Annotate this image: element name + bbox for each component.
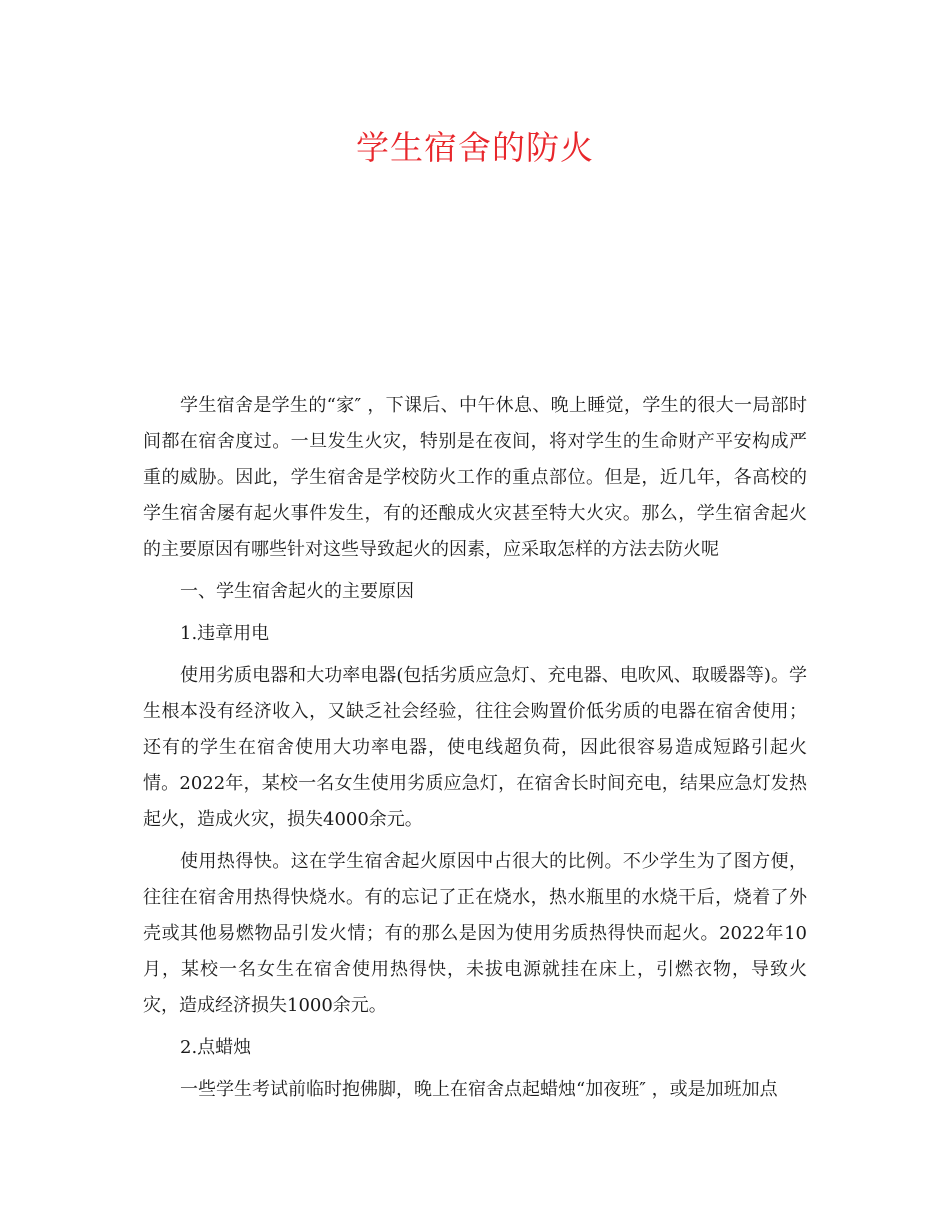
section-heading-causes: 一、学生宿舍起火的主要原因 bbox=[180, 581, 414, 602]
subheading-candles: 2.点蜡烛 bbox=[180, 1037, 252, 1058]
document-title: 学生宿舍的防火 bbox=[356, 128, 594, 167]
paragraph-immersion-heater: 使用热得快。这在学生宿舍起火原因中占很大的比例。不少学生为了图方便，往往在宿舍用热得快烧水。有的忘记了正在烧水，热水瓶里的水烧干后，烧着了外壳或其他易燃物品引发火情；有的那么是因为使用劣质热得快而起火。2022年10月，某校一名女生在宿舍使用热得快，未拔电源就挂在床上，引燃衣物，导致火 灾，造成经济损失1000余元。 bbox=[143, 851, 807, 1016]
paragraph-intro: 学生宿舍是学生的“家″ ，下课后、中午休息、晚上睡觉，学生的很大一局部时间都在宿舍度过。一旦发生火灾，特别是在夜间，将对学生的生命财产平安构成严重的威胁。因此，学生宿舍是学校防火工作的重点部位。但是，近几年，各高校的学生宿舍屡有起火事件发生，有的还酿成火灾甚至特大火灾。那么，学生宿舍起火的主要原因有哪些针对这些导致起火的因素，应采取怎样的方法去防火呢 bbox=[143, 395, 807, 560]
paragraph-inferior-appliances: 使用劣质电器和大功率电器(包括劣质应急灯、充电器、电吹风、取暖器等)。学生根本没有经济收入，又缺乏社会经验，往往会购置价低劣质的电器在宿舍使用；还有的学生在宿舍使用大功率电器，使电线超负荷，因此很容易造成短路引起火情。2022年，某校一名女生使用劣质应急灯，在宿舍长时间充电，结果应急灯发热起火，造成火灾，损失4000余元。 bbox=[143, 665, 807, 830]
document-body bbox=[143, 388, 807, 1114]
paragraph-candles: 一些学生考试前临时抱佛脚，晚上在宿舍点起蜡烛“加夜班″ ，或是加班加点 bbox=[180, 1079, 778, 1100]
subheading-illegal-electricity: 1.违章用电 bbox=[180, 623, 270, 644]
